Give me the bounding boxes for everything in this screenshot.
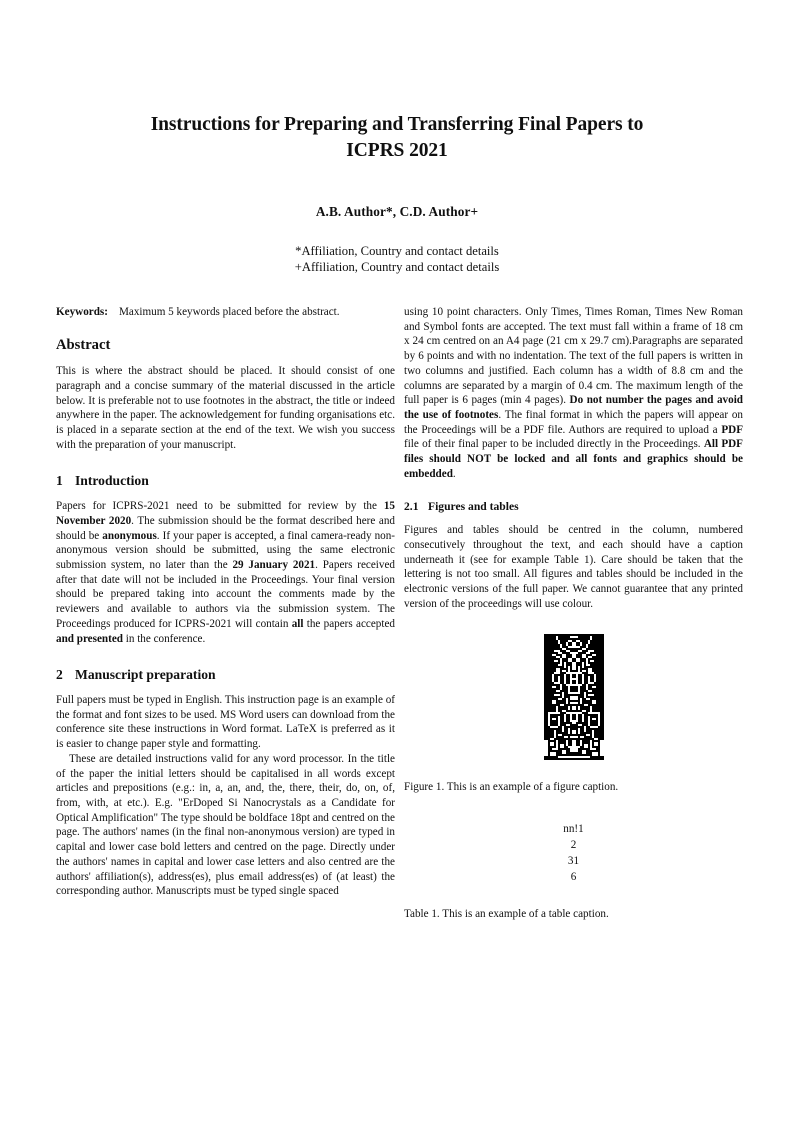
- section-number-2: 2: [56, 667, 63, 683]
- keywords-text: Maximum 5 keywords placed before the abstract.: [118, 306, 340, 318]
- author-list: A.B. Author*, C.D. Author+: [315, 203, 479, 219]
- subsection-title: Figures and tables: [428, 500, 519, 514]
- section-title-1: Introduction: [75, 473, 149, 489]
- table-row: 31: [567, 855, 580, 868]
- example-pixel-art-figure-icon: [544, 634, 604, 760]
- manuscript-paragraph-2: These are detailed instructions valid for any word processor. In the title of the paper the initial letters should be capitalised in all words except articles and prepositions (e.g.: in, a, an, and, the, there, their, do, on, of, from, with, at etc.). E.g. "ErDoped Si Nanocrystals as a Candidate for Optical Amplification" The type should be boldface 18pt and centred on the page. The authors' names (in the final non-anonymous version) are typed in capital and lower case bold letters and centred on the page. Directly under the authors' names in capital and lower case letters and also centred are the authors' affiliation(s), address(es), plus email address(es) of (at least) the corresponding author. Manuscripts must be typed single spaced: [56, 752, 395, 898]
- abstract-body: This is where the abstract should be placed. It should consist of one paragraph and a concise summary of the material discussed in the article below. It is preferable not to use footnotes in the abstract, the title or indeed anywhere in the paper. The acknowledgement for funding organisations etc. is placed in a separate section at the end of the text. We wish you success with the preparation of your manuscript.: [56, 365, 395, 451]
- introduction-paragraph: Papers for ICPRS-2021 need to be submitted for review by the 15 November 2020. The submission should be the format described here and should be anonymous. If your paper is accepted, a final camera-ready non-anonymous version should be submitted, using the same electronic submission system, no later than the 29 January 2021. Papers received after that date will not be included in the Proceedings. Your final version should be prepared taking into account the comments made by the reviewers and available to authors via the submission system. The Proceedings produced for ICPRS-2021 will contain all the papers accepted and presented in the conference.: [56, 500, 395, 645]
- paper-title-line-2: ICPRS 2021: [346, 139, 448, 161]
- section-title-2: Manuscript preparation: [75, 667, 216, 683]
- section-heading-manuscript-preparation: [56, 667, 395, 683]
- table-body: [563, 821, 583, 886]
- figure-1: [404, 634, 743, 795]
- manuscript-paragraph-continuation: using 10 point characters. Only Times, Times Roman, Times New Roman and Symbol fonts are accepted. The text must fall within a frame of 18 cm x 24 cm centred on an A4 page (21 cm x 29.7 cm).Paragraphs are separated by 6 points and with no indentation. The text of the full papers is written in two columns and justified. Each column has a width of 8.8 cm and the columns are separated by a margin of 0.4 cm. The maximum length of the full paper is 6 pages (min 4 pages). Do not number the pages and avoid the use of footnotes. The final format in which the papers will appear on the Proceedings will be a PDF file. Authors are required to upload a PDF file of their final paper to be included directly in the Proceedings. All PDF files should NOT be locked and all fonts and graphics should be embedded.: [404, 306, 743, 480]
- subsection-number: 2.1: [404, 500, 419, 514]
- table-row: 6: [570, 871, 577, 884]
- title-block: [85, 112, 709, 276]
- table-1: [404, 821, 743, 922]
- section-number-1: 1: [56, 473, 63, 489]
- keywords-line: [56, 305, 395, 320]
- subsection-heading-figures-and-tables: [404, 500, 743, 514]
- affiliation-line-2: +Affiliation, Country and contact details: [294, 260, 500, 275]
- figure-caption: Figure 1. This is an example of a figure caption.: [404, 781, 619, 794]
- page-title: [85, 112, 709, 164]
- figures-and-tables-paragraph: Figures and tables should be centred in the column, numbered consecutively throughout the text, and each should have a caption underneath it (see for example Table 1). Care should be taken that the lettering is not too small. All figures and tables should be included in the electronic versions of the full paper. We cannot guarantee that any printed version of the proceedings will use colour.: [404, 524, 743, 610]
- keywords-label: Keywords:: [56, 306, 108, 318]
- table-caption: Table 1. This is an example of a table caption.: [404, 908, 609, 921]
- manuscript-paragraph-1: Full papers must be typed in English. This instruction page is an example of the format and font sizes to be used. MS Word users can download from the conference site these instructions in Word format. LaTeX is preferred as it is easier to change paper style and formatting.: [56, 694, 395, 751]
- abstract-heading: Abstract: [56, 336, 111, 353]
- figure-art-svg: [544, 634, 604, 760]
- affiliation-block: [85, 243, 709, 276]
- paper-title-line-1: Instructions for Preparing and Transferring Final Papers to: [150, 114, 644, 135]
- affiliation-line-1: *Affiliation, Country and contact details: [295, 243, 499, 258]
- table-row: 2: [570, 838, 577, 851]
- right-column: [404, 305, 743, 922]
- table-row: nn!1: [563, 822, 584, 835]
- left-column: [56, 305, 395, 899]
- section-heading-introduction: [56, 473, 395, 489]
